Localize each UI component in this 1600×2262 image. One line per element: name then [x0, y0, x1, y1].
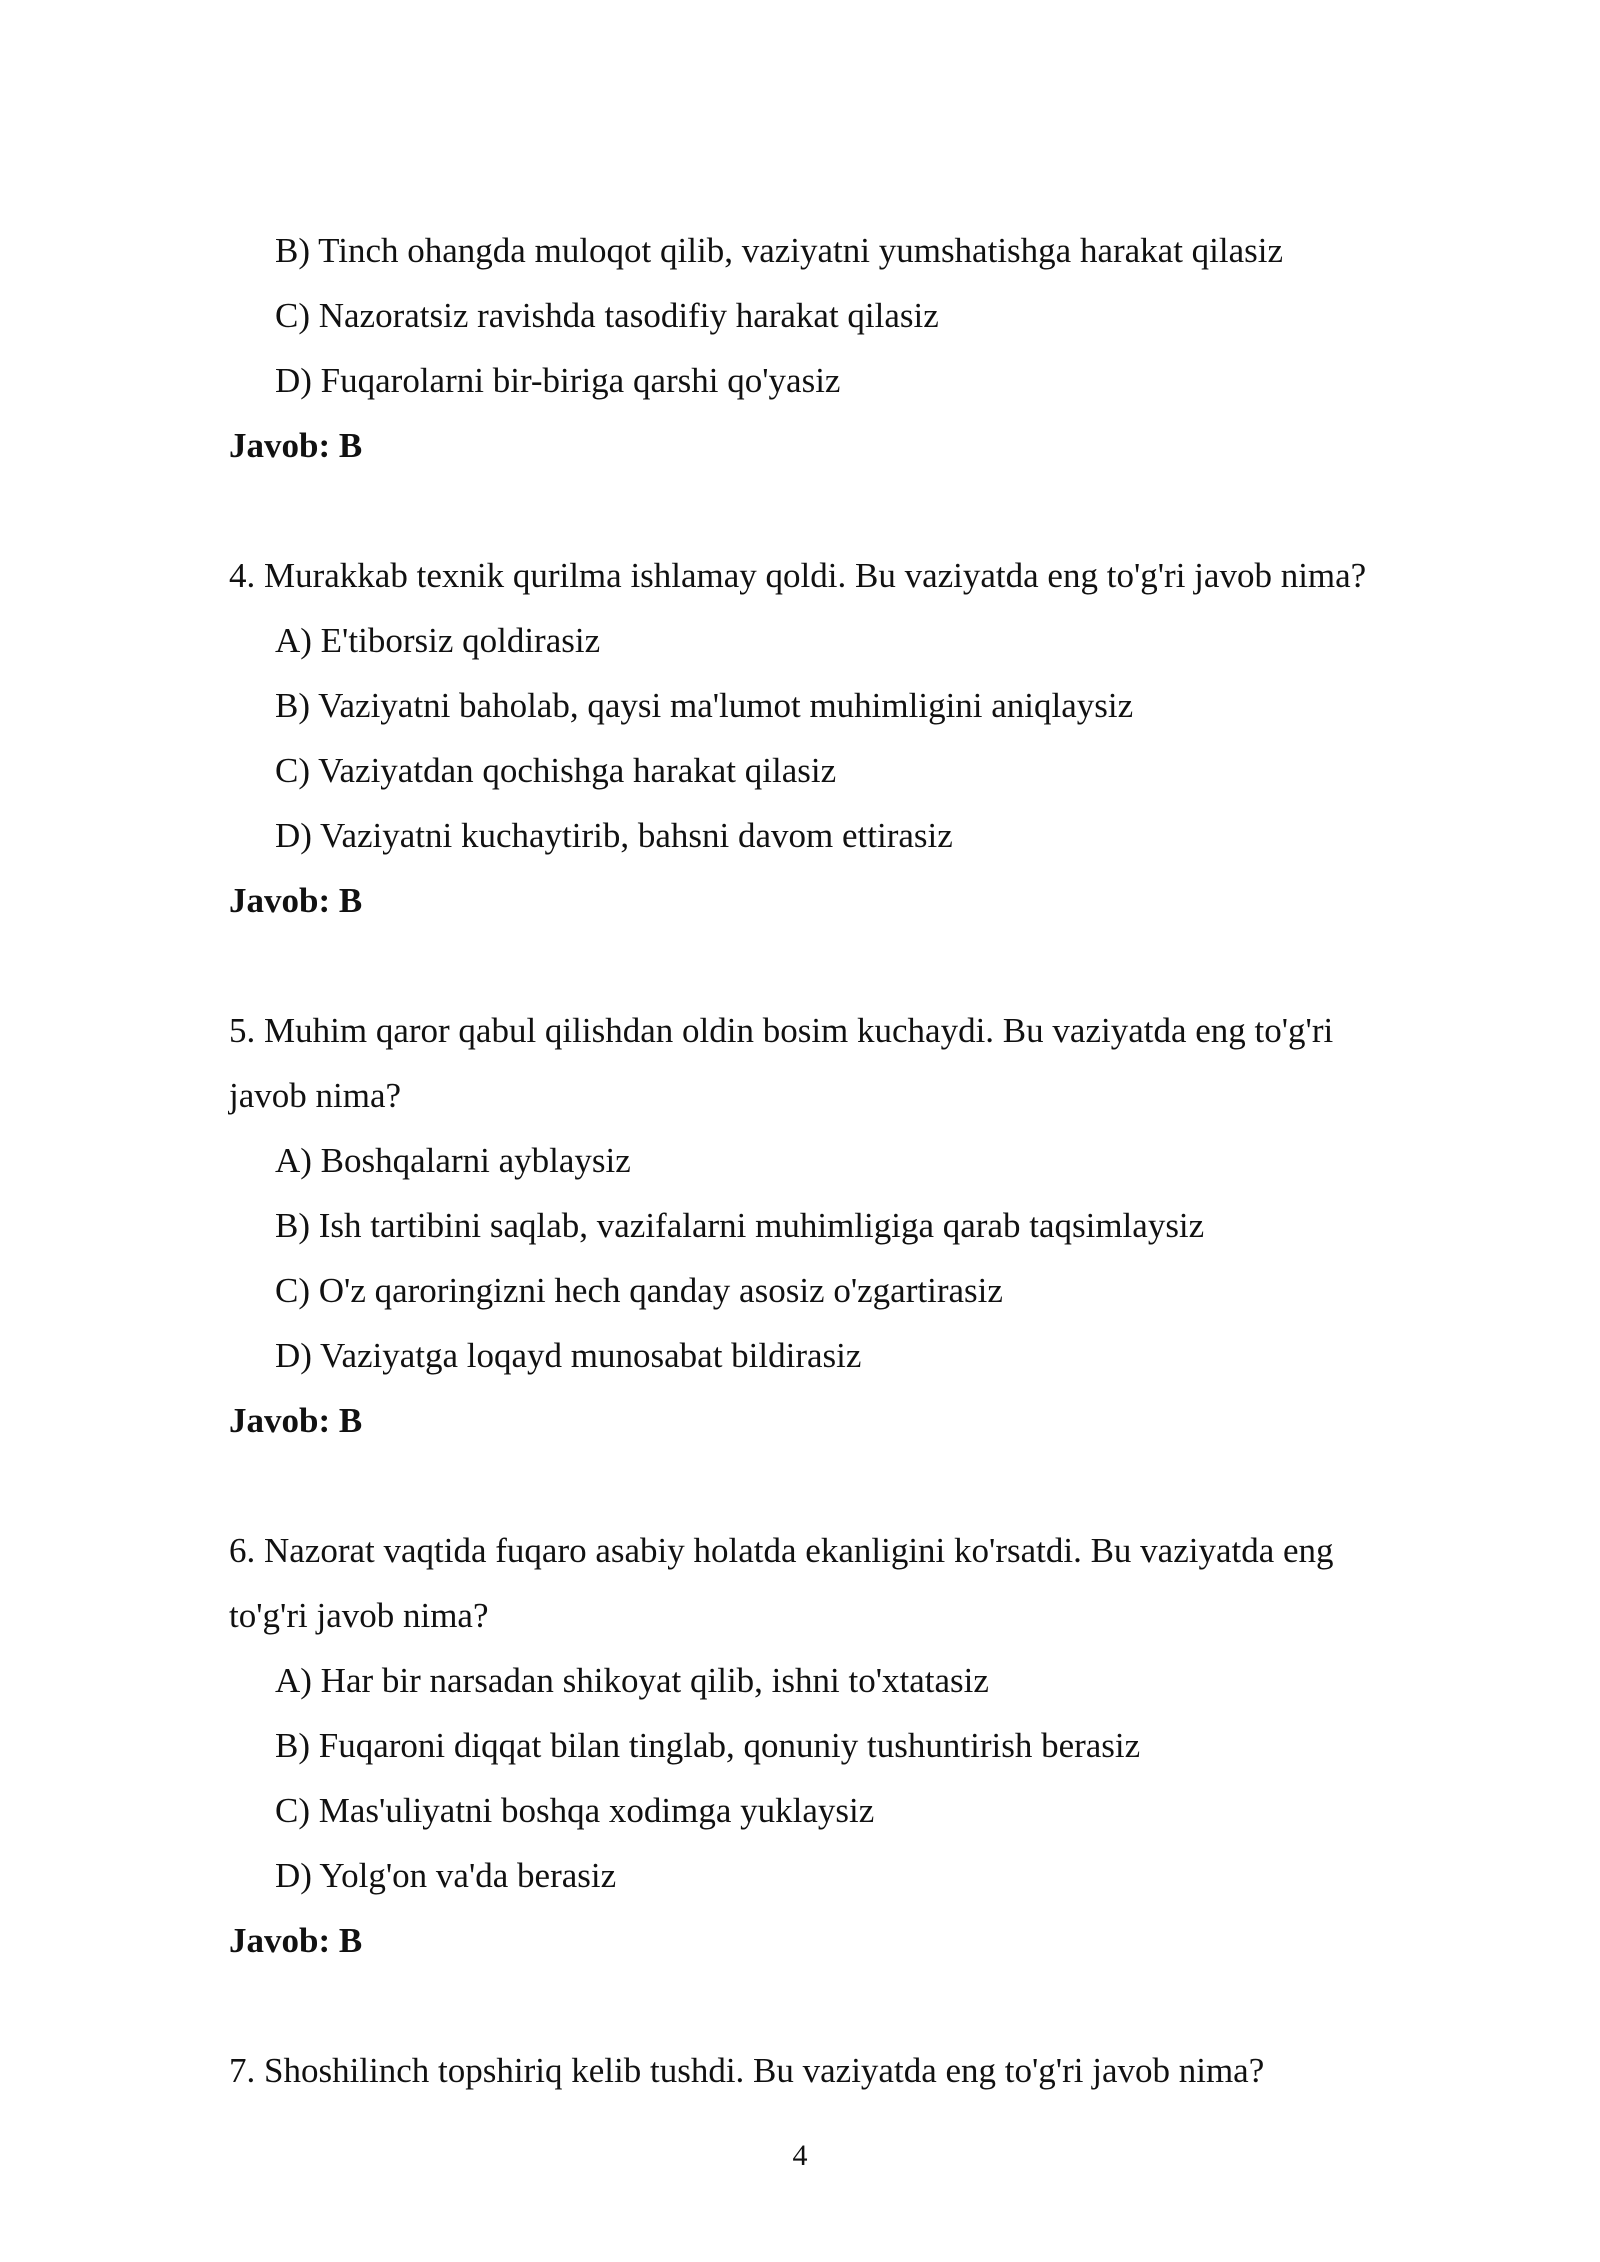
- q5-option-d: D) Vaziyatga loqayd munosabat bildirasiz: [275, 1336, 862, 1375]
- question-3-continuation: [229, 218, 1469, 478]
- q3-option-b: B) Tinch ohangda muloqot qilib, vaziyatni yumshatishga harakat qilasiz: [275, 231, 1284, 270]
- q4-option-c: C) Vaziyatdan qochishga harakat qilasiz: [275, 751, 837, 790]
- question-4: [229, 543, 1469, 933]
- spacer: [229, 933, 1469, 998]
- q3-option-d: D) Fuqarolarni bir-biriga qarshi qo'yasiz: [275, 361, 841, 400]
- q5-option-b: B) Ish tartibini saqlab, vazifalarni muhimligiga qarab taqsimlaysiz: [275, 1206, 1205, 1245]
- q3-answer: Javob: B: [229, 426, 363, 465]
- q4-option-b: B) Vaziyatni baholab, qaysi ma'lumot muhimligini aniqlaysiz: [275, 686, 1134, 725]
- q4-answer: Javob: B: [229, 881, 363, 920]
- page-content: [229, 218, 1469, 2103]
- q5-text-line-1: 5. Muhim qaror qabul qilishdan oldin bosim kuchaydi. Bu vaziyatda eng to'g'ri: [229, 1011, 1334, 1050]
- q6-answer: Javob: B: [229, 1921, 363, 1960]
- q6-option-b: B) Fuqaroni diqqat bilan tinglab, qonuniy tushuntirish berasiz: [275, 1726, 1141, 1765]
- q6-option-d: D) Yolg'on va'da berasiz: [275, 1856, 617, 1895]
- q7-text: 7. Shoshilinch topshiriq kelib tushdi. Bu vaziyatda eng to'g'ri javob nima?: [229, 2051, 1265, 2090]
- question-5: [229, 998, 1469, 1453]
- spacer: [229, 1973, 1469, 2038]
- spacer: [229, 1453, 1469, 1518]
- q5-option-a: A) Boshqalarni ayblaysiz: [275, 1141, 631, 1180]
- q5-text-line-2: javob nima?: [229, 1076, 402, 1115]
- question-7: [229, 2038, 1469, 2103]
- q4-option-d: D) Vaziyatni kuchaytirib, bahsni davom ettirasiz: [275, 816, 953, 855]
- q6-text-line-2: to'g'ri javob nima?: [229, 1596, 489, 1635]
- spacer: [229, 478, 1469, 543]
- q6-option-a: A) Har bir narsadan shikoyat qilib, ishni to'xtatasiz: [275, 1661, 989, 1700]
- q5-answer: Javob: B: [229, 1401, 363, 1440]
- question-6: [229, 1518, 1469, 1973]
- q4-text: 4. Murakkab texnik qurilma ishlamay qoldi. Bu vaziyatda eng to'g'ri javob nima?: [229, 556, 1367, 595]
- q6-option-c: C) Mas'uliyatni boshqa xodimga yuklaysiz: [275, 1791, 875, 1830]
- q6-text-line-1: 6. Nazorat vaqtida fuqaro asabiy holatda ekanligini ko'rsatdi. Bu vaziyatda eng: [229, 1531, 1334, 1570]
- q4-option-a: A) E'tiborsiz qoldirasiz: [275, 621, 601, 660]
- page-number: 4: [792, 2139, 808, 2172]
- q5-option-c: C) O'z qaroringizni hech qanday asosiz o'zgartirasiz: [275, 1271, 1003, 1310]
- q3-option-c: C) Nazoratsiz ravishda tasodifiy harakat qilasiz: [275, 296, 939, 335]
